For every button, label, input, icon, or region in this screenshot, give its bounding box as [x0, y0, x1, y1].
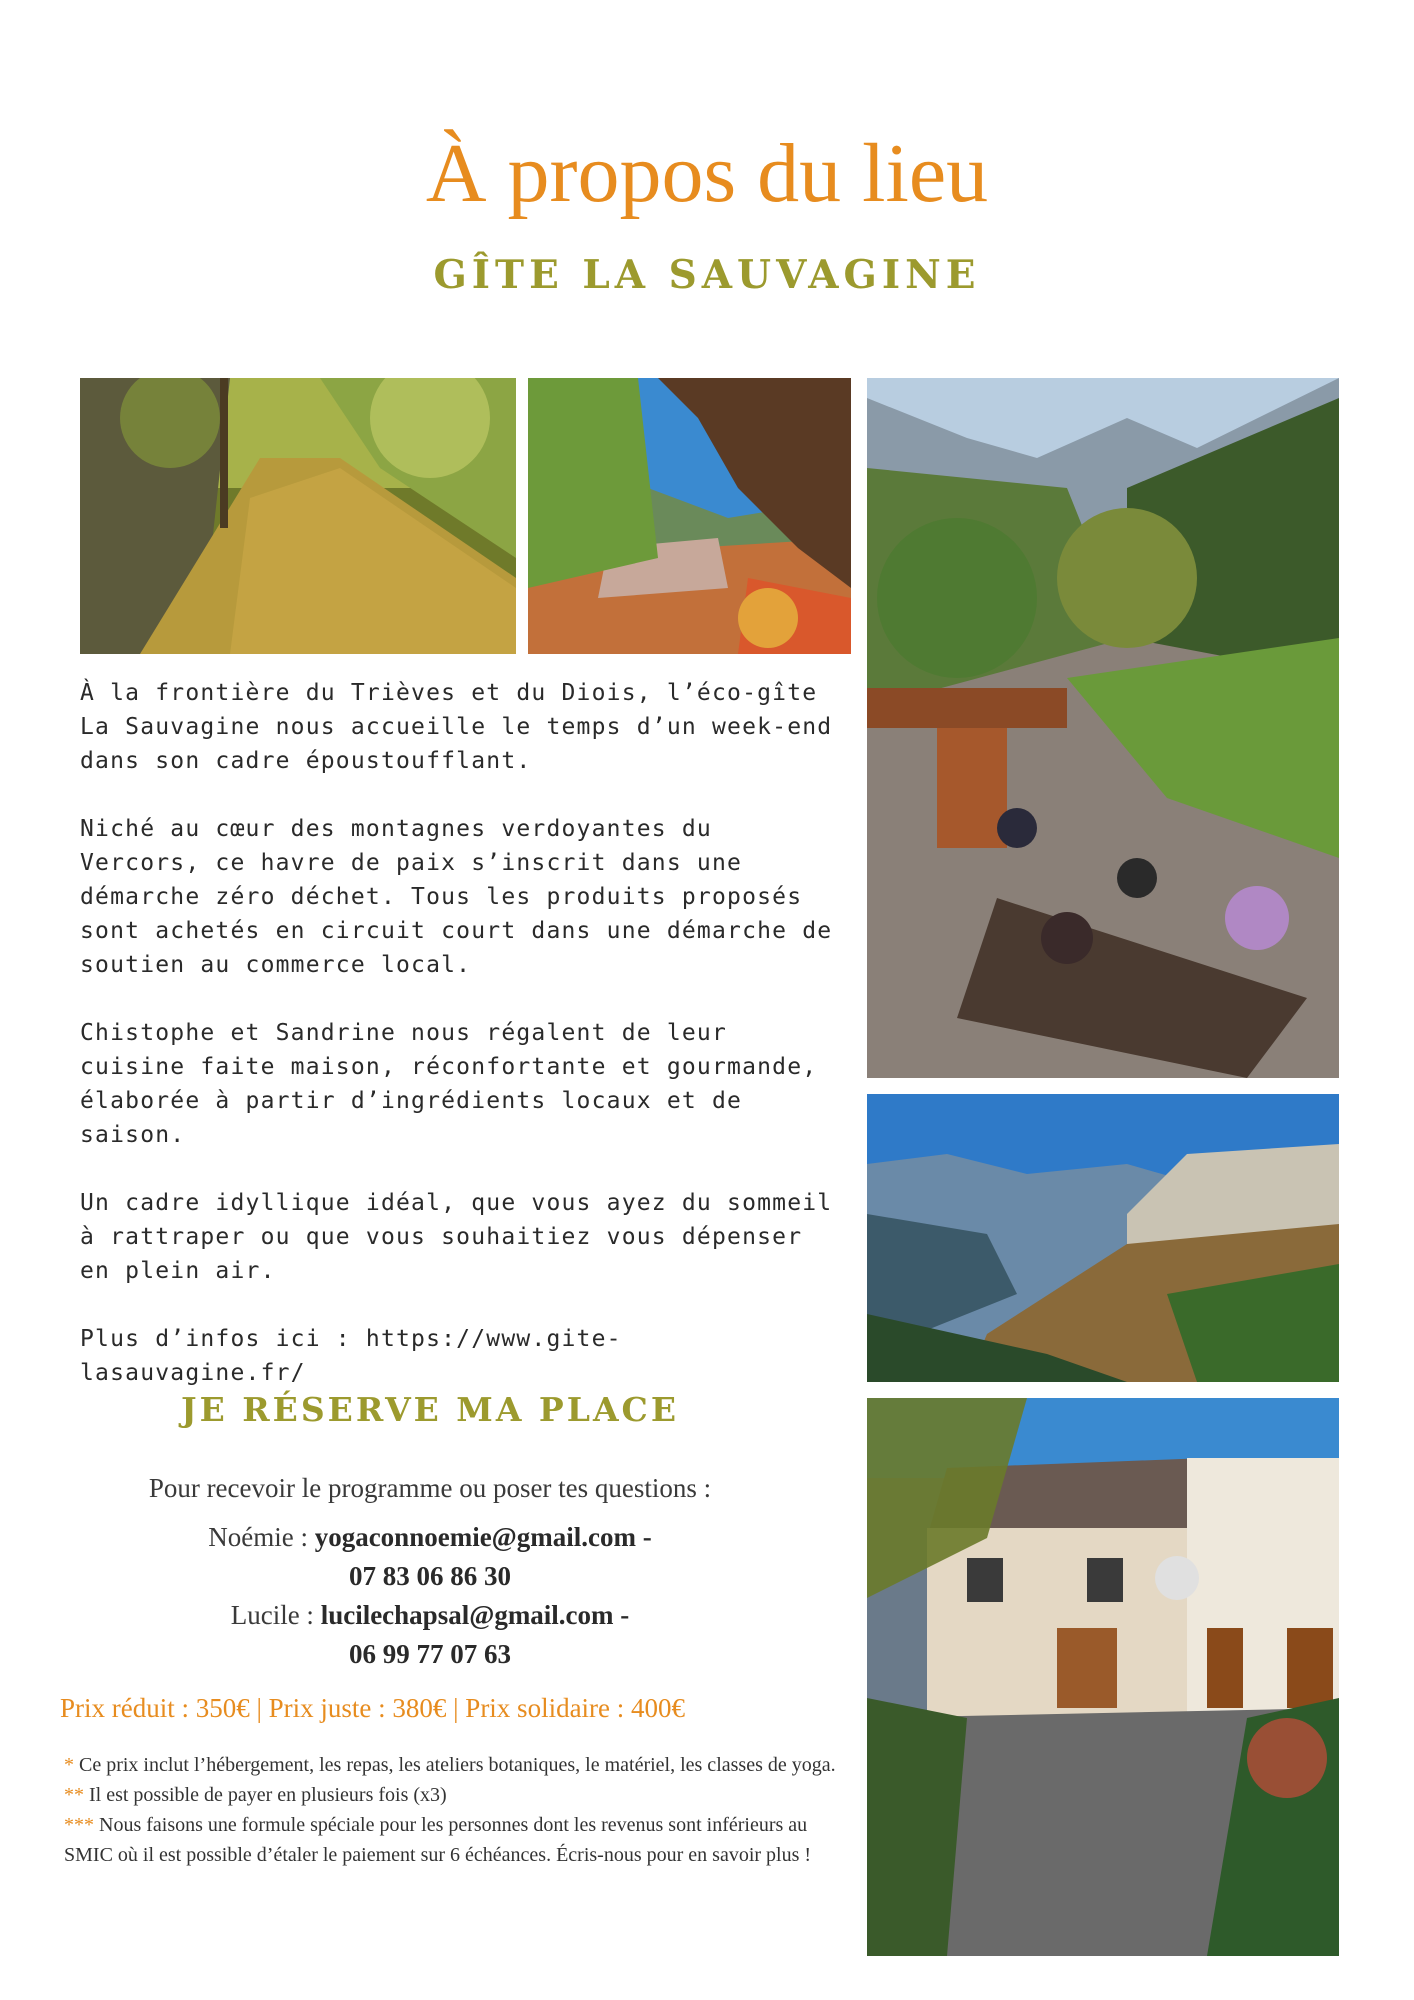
footnote-1: [64, 1750, 854, 1780]
footnote-1-text: Ce prix inclut l’hébergement, les repas, les ateliers botaniques, le matériel, les classes de yoga.: [74, 1754, 836, 1776]
footnote-2-text: Il est possible de payer en plusieurs fois (x3): [84, 1784, 447, 1806]
intro-text: [80, 676, 840, 1429]
contact-lucile: [60, 1596, 800, 1635]
website-link[interactable]: Plus d’infos ici : https://www.gite-lasauvagine.fr/: [80, 1326, 622, 1386]
contact-noemie-email[interactable]: yogaconnoemie@gmail.com -: [314, 1522, 652, 1552]
footnote-1-marker: *: [64, 1754, 74, 1776]
reserve-heading: JE RÉSERVE MA PLACE: [181, 1390, 679, 1429]
page-title: À propos du lieu: [425, 127, 989, 220]
contact-lead: Pour recevoir le programme ou poser tes questions :: [148, 1473, 712, 1503]
footnote-3-marker: ***: [64, 1814, 94, 1836]
footnote-3: [64, 1810, 854, 1870]
price-list: Prix réduit : 350€ | Prix juste : 380€ | Prix solidaire : 400€: [60, 1693, 686, 1723]
footnote-2-marker: **: [64, 1784, 84, 1806]
page-subtitle: GÎTE LA SAUVAGINE: [433, 252, 981, 298]
contact-noemie-phone[interactable]: 07 83 06 86 30: [349, 1561, 511, 1591]
contact-noemie: [60, 1518, 800, 1557]
footnote-2: [64, 1780, 854, 1810]
contact-lucile-phone[interactable]: 06 99 77 07 63: [349, 1639, 511, 1669]
intro-paragraph-1: À la frontière du Trièves et du Diois, l’éco-gîte La Sauvagine nous accueille le temps d’un week-end dans son cadre époustoufflant.: [80, 680, 833, 774]
intro-paragraph-4: Un cadre idyllique idéal, que vous ayez du sommeil à rattraper ou que vous souhaitiez vous dépenser en plein air.: [80, 1190, 833, 1284]
photo-forest-path: [80, 378, 516, 654]
intro-paragraph-2: Niché au cœur des montagnes verdoyantes du Vercors, ce havre de paix s’inscrit dans une démarche zéro déchet. Tous les produits proposés sont achetés en circuit court dans une démarche de soutien au commerce local.: [80, 816, 833, 978]
contact-lucile-email[interactable]: lucilechapsal@gmail.com -: [320, 1600, 630, 1630]
contact-block: [60, 1469, 800, 1674]
contact-noemie-name: Noémie :: [208, 1522, 315, 1552]
photo-mountains: [867, 1094, 1339, 1382]
intro-paragraph-3: Chistophe et Sandrine nous régalent de leur cuisine faite maison, réconfortante et gourmande, élaborée à partir d’ingrédients locaux et de saison.: [80, 1020, 818, 1148]
footnote-3-text: Nous faisons une formule spéciale pour les personnes dont les revenus sont inférieurs au SMIC où il est possible d’étaler le paiement sur 6 échéances. Écris-nous pour en savoir plus !: [64, 1814, 812, 1866]
contact-lucile-name: Lucile :: [230, 1600, 321, 1630]
photo-terrace: [867, 378, 1339, 1078]
photo-tree-valley: [528, 378, 851, 654]
photo-house: [867, 1398, 1339, 1956]
footnotes: [64, 1750, 854, 1870]
